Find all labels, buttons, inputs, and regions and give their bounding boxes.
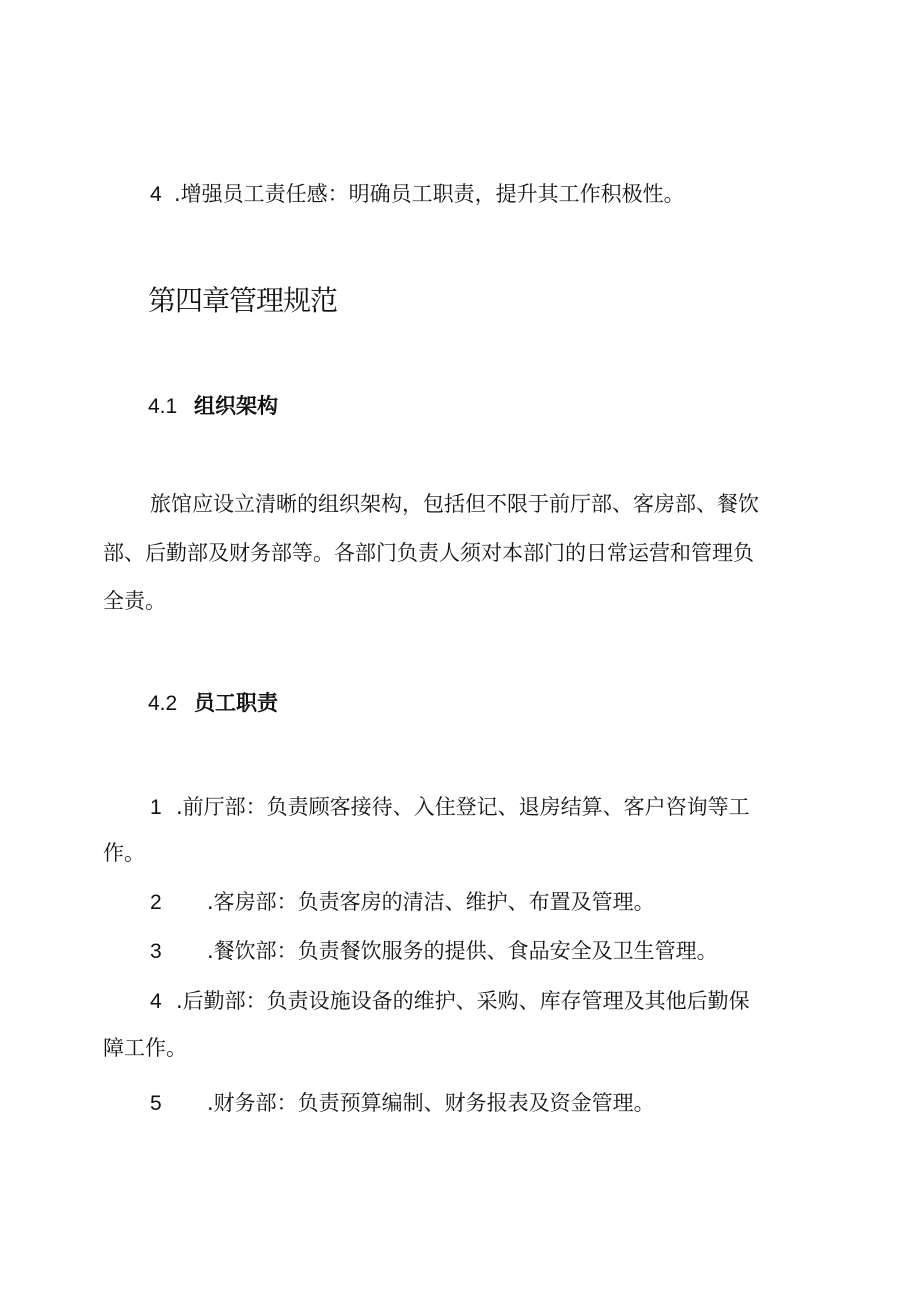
item-number: 2 xyxy=(150,891,162,914)
list-item-continuation: 作。 xyxy=(103,841,145,865)
list-item xyxy=(150,1090,655,1117)
item-text: .餐饮部：负责餐饮服务的提供、食品安全及卫生管理。 xyxy=(207,939,718,963)
list-item-continuation: 障工作。 xyxy=(103,1036,187,1060)
item-text: .财务部：负责预算编制、财务报表及资金管理。 xyxy=(207,1091,655,1115)
item-text: .客房部：负责客房的清洁、维护、布置及管理。 xyxy=(207,890,655,914)
item-number: 4 xyxy=(150,990,162,1013)
list-item xyxy=(150,938,718,965)
item-number: 1 xyxy=(150,796,162,819)
item-number: 4 xyxy=(150,183,162,206)
section-number: 4.2 xyxy=(148,692,178,715)
list-item xyxy=(150,988,750,1015)
section-number: 4.1 xyxy=(148,395,178,418)
item-number: 3 xyxy=(150,940,162,963)
section-title: 组织架构 xyxy=(194,394,278,418)
paragraph-line: 全责。 xyxy=(103,589,166,613)
item-number: 5 xyxy=(150,1092,162,1115)
section-heading-4-1 xyxy=(148,393,278,420)
section-title: 员工职责 xyxy=(194,691,278,715)
item-text: .后勤部：负责设施设备的维护、采购、库存管理及其他后勤保 xyxy=(176,989,750,1013)
paragraph-line: 旅馆应设立清晰的组织架构，包括但不限于前厅部、客房部、餐饮 xyxy=(150,492,759,516)
list-item xyxy=(150,889,655,916)
paragraph-line: 部、后勤部及财务部等。各部门负责人须对本部门的日常运营和管理负 xyxy=(103,541,754,565)
section-heading-4-2 xyxy=(148,690,278,717)
item-text: .前厅部：负责顾客接待、入住登记、退房结算、客户咨询等工 xyxy=(176,795,750,819)
list-item xyxy=(150,794,750,821)
item-text: .增强员工责任感：明确员工职责，提升其工作积极性。 xyxy=(174,182,685,206)
list-item xyxy=(150,181,685,208)
chapter-title: 第四章管理规范 xyxy=(148,284,338,317)
